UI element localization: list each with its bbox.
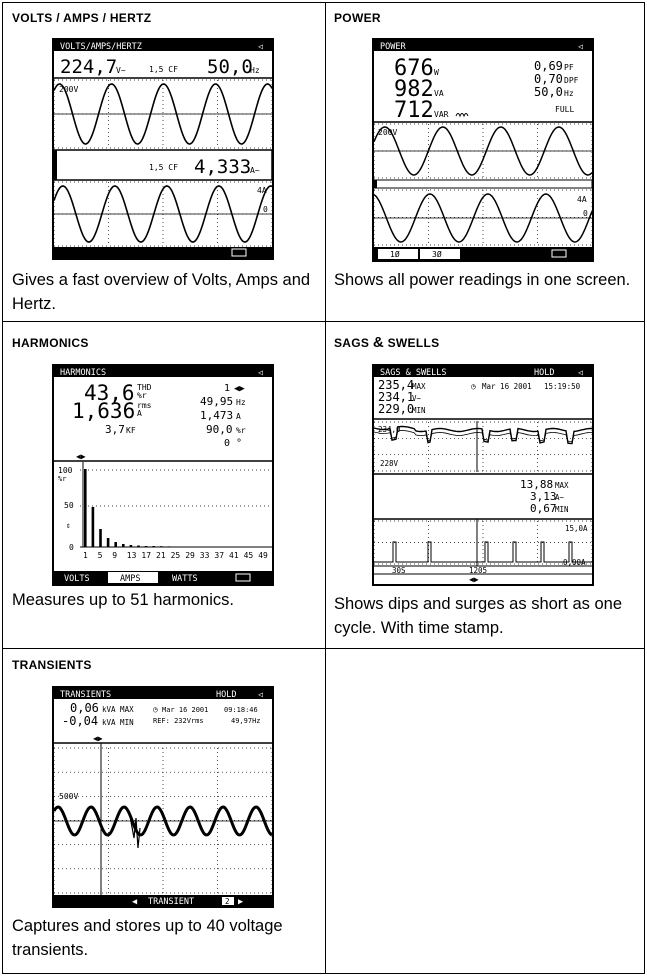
voltage-min-unit: MIN: [412, 406, 426, 415]
kva-max-unit: kVA MAX: [102, 705, 134, 714]
harmonic-x-label: 21: [156, 551, 166, 560]
row-divider: [2, 321, 644, 322]
harmonic-bar: [92, 507, 95, 547]
power-voltage-waveform: [374, 124, 592, 178]
volts-unit: V~: [116, 66, 126, 75]
volts-screen-title: VOLTS/AMPS/HERTZ: [60, 42, 142, 52]
current-waveform: [54, 182, 272, 246]
order-arrows-icon[interactable]: ◀▶: [234, 384, 245, 394]
harmonic-phase: 0 °: [224, 438, 243, 449]
var-unit: VAR: [434, 110, 449, 119]
transient-nav-label: TRANSIENT: [148, 897, 195, 906]
voltage-scale: 200V: [59, 85, 79, 94]
battery-icon: ◁: [578, 42, 583, 51]
harmonic-x-axis-labels: [83, 551, 268, 560]
harmonic-x-label: 33: [199, 551, 210, 560]
power-screen-graphic: [374, 40, 592, 260]
harmonic-frequency: 49,95: [200, 395, 234, 408]
zero-marker: 0: [583, 209, 588, 218]
sags-screen-graphic: [374, 366, 592, 584]
sags-caption: Shows dips and surges as short as one cycle. With time stamp.: [334, 595, 623, 637]
timestamp-date: Mar 16 2001: [162, 706, 209, 714]
thd-pct-unit: %r: [137, 391, 147, 400]
current-now-unit: A~: [555, 493, 565, 502]
tab-watts[interactable]: WATTS: [172, 574, 198, 584]
harmonic-x-label: 17: [141, 551, 152, 560]
transients-screen-graphic: [54, 688, 272, 906]
battery-icon: ◁: [258, 368, 263, 377]
reference-frequency: 49,97Hz: [231, 717, 261, 725]
harmonic-bars: [84, 469, 208, 547]
section-heading-volts: VOLTS / AMPS / HERTZ: [12, 11, 152, 25]
x-axis-left-label: 30S: [392, 566, 406, 575]
battery-icon: ◁: [578, 368, 583, 377]
volts-reading: 224,7: [60, 56, 118, 78]
tab-amps[interactable]: AMPS: [120, 574, 141, 584]
rms-unit: rms: [137, 401, 152, 410]
y-axis-100: 100: [58, 466, 73, 475]
harmonics-screen-graphic: [54, 366, 272, 584]
dpf-reading: 0,70: [534, 72, 563, 86]
current-trend: [374, 519, 592, 566]
kva-min-reading: -0,04: [62, 714, 99, 728]
dpf-unit: DPF: [564, 76, 579, 85]
harmonic-bar: [137, 546, 140, 548]
voltage-max-unit: MAX: [412, 382, 426, 391]
voltage-now: 234,1: [378, 390, 415, 404]
volts-screen-graphic: [54, 40, 272, 258]
section-heading-transients: TRANSIENTS: [12, 658, 92, 672]
kf-reading: 3,7: [105, 423, 125, 436]
thd-reading: 43,6: [84, 381, 135, 405]
clock-icon: ◷: [471, 382, 476, 391]
cursor-arrows-icon[interactable]: ◀▶: [76, 452, 86, 461]
harmonic-x-label: 1: [83, 551, 88, 560]
current-scale: 4A: [257, 186, 267, 195]
harmonic-bar: [130, 545, 133, 547]
harmonic-bar: [168, 546, 171, 547]
harmonic-percent-unit: %r: [236, 426, 246, 435]
zero-marker: 0: [263, 205, 268, 214]
rms-amp-unit: A: [137, 409, 142, 418]
harmonic-x-label: 25: [170, 551, 181, 560]
hold-label: HOLD: [534, 368, 555, 378]
harmonic-frequency-unit: Hz: [236, 398, 246, 407]
voltage-scale: 500V: [59, 792, 79, 801]
scale-arrows-icon[interactable]: ⇕: [66, 521, 71, 530]
harmonic-x-label: 37: [214, 551, 225, 560]
current-min-unit: MIN: [555, 505, 569, 514]
tab-three-phase[interactable]: 3Ø: [432, 250, 442, 259]
trend-top-label: 234,0: [378, 425, 401, 434]
current-max: 13,88: [520, 478, 554, 491]
voltage-trend: [374, 421, 592, 472]
sags-screen-title: SAGS & SWELLS: [380, 368, 447, 378]
harmonic-amps-unit: A: [236, 412, 241, 421]
var-reading: 712: [394, 98, 434, 123]
harmonic-bar: [84, 469, 87, 547]
voltage-min: 229,0: [378, 402, 415, 416]
transient-waveform: [54, 743, 272, 895]
section-heading-power: POWER: [334, 11, 381, 25]
harmonic-x-label: 45: [243, 551, 254, 560]
harmonic-x-label: 9: [112, 551, 118, 560]
kf-unit: KF: [126, 426, 136, 435]
harmonic-bar: [175, 547, 178, 548]
hz-unit: Hz: [564, 89, 574, 98]
hold-label: HOLD: [216, 690, 237, 700]
power-caption: Shows all power readings in one screen.: [334, 271, 631, 289]
y-axis-50: 50: [64, 501, 74, 510]
reference-voltage: REF: 232Vrms: [153, 717, 204, 725]
battery-icon: ◁: [258, 690, 263, 699]
transients-screen: [52, 686, 274, 908]
trend-bottom-label: 228V: [380, 459, 399, 468]
frequency-unit: Hz: [250, 66, 260, 75]
harmonic-bar: [160, 546, 163, 547]
voltage-max: 235,4: [378, 378, 415, 392]
clock-icon: ◷: [153, 705, 158, 714]
cursor-arrows-icon[interactable]: ◀▶: [469, 575, 479, 584]
crest-factor-2: 1,5 CF: [149, 163, 178, 172]
full-label: FULL: [555, 105, 575, 114]
cursor-arrows-icon[interactable]: ◀▶: [93, 734, 103, 743]
volts-screen: [52, 38, 274, 260]
va-reading: 982: [394, 77, 434, 102]
power-screen-title: POWER: [380, 42, 406, 52]
harmonic-order: 1: [224, 383, 231, 394]
watts-unit: W: [434, 68, 439, 77]
sags-screen: [372, 364, 594, 586]
watts-reading: 676: [394, 56, 434, 81]
current-max-unit: MAX: [555, 481, 569, 490]
tab-volts[interactable]: VOLTS: [64, 574, 90, 584]
harmonic-x-label: 5: [97, 551, 103, 560]
crest-factor-1: 1,5 CF: [149, 65, 178, 74]
kva-min-unit: kVA MIN: [102, 718, 134, 727]
harmonics-screen: [52, 364, 274, 586]
power-current-scale: 4A: [577, 195, 587, 204]
current-reading: 4,333: [194, 156, 252, 178]
x-axis-mid-label: 1205: [469, 566, 488, 575]
timestamp-date: Mar 16 2001: [482, 382, 532, 391]
harmonics-caption: Measures up to 51 harmonics.: [12, 591, 234, 609]
harmonic-x-label: 13: [126, 551, 137, 560]
current-bottom-label: 0,00A: [563, 558, 586, 567]
previous-transient-button[interactable]: ◀: [132, 897, 138, 906]
transients-caption: Captures and stores up to 40 voltage transients.: [12, 917, 283, 959]
section-heading-harmonics: HARMONICS: [12, 336, 89, 350]
ripple-icon: [456, 114, 468, 117]
harmonic-bar: [145, 546, 148, 547]
harmonics-screen-title: HARMONICS: [60, 368, 107, 378]
hz-reading: 50,0: [534, 85, 563, 99]
harmonic-bar: [152, 546, 155, 547]
section-heading-sags: SAGS & SWELLS: [334, 334, 440, 351]
transients-screen-title: TRANSIENTS: [60, 690, 112, 700]
voltage-now-unit: V~: [412, 394, 422, 403]
y-axis-unit: %r: [58, 475, 67, 483]
timestamp-time: 09:18:46: [224, 706, 258, 714]
power-voltage-scale: 200V: [378, 128, 398, 137]
va-unit: VA: [434, 89, 444, 98]
power-current-waveform: [374, 190, 592, 245]
power-screen: [372, 38, 594, 262]
harmonic-percent: 90,0: [206, 423, 233, 436]
voltage-waveform: [54, 80, 272, 148]
transient-index: 2: [225, 897, 230, 906]
current-now: 3,13: [530, 490, 557, 503]
current-top-label: 15,0A: [565, 524, 588, 533]
row-divider: [2, 648, 644, 649]
y-axis-0: 0: [69, 543, 74, 552]
harmonic-bar: [99, 529, 102, 547]
harmonic-bar: [122, 544, 125, 547]
harmonic-x-label: 29: [185, 551, 195, 560]
tab-single-phase[interactable]: 1Ø: [390, 250, 400, 259]
harmonic-x-label: 41: [229, 551, 239, 560]
pf-reading: 0,69: [534, 59, 563, 73]
timestamp-time: 15:19:50: [544, 382, 581, 391]
harmonic-bar: [114, 542, 117, 547]
harmonic-x-label: 49: [258, 551, 268, 560]
thd-unit: THD: [137, 383, 152, 392]
pf-unit: PF: [564, 63, 574, 72]
current-unit: A~: [250, 166, 260, 175]
volts-caption: Gives a fast overview of Volts, Amps and Hertz.: [12, 271, 311, 313]
rms-reading: 1,636: [72, 399, 136, 423]
next-transient-button[interactable]: ▶: [238, 897, 244, 906]
kva-max-reading: 0,06: [70, 701, 99, 715]
harmonic-amps: 1,473: [200, 409, 234, 422]
current-min: 0,67: [530, 502, 557, 515]
frequency-reading: 50,0: [207, 56, 253, 78]
column-divider: [325, 2, 326, 973]
battery-icon: ◁: [258, 42, 263, 51]
harmonic-bar: [107, 538, 110, 547]
